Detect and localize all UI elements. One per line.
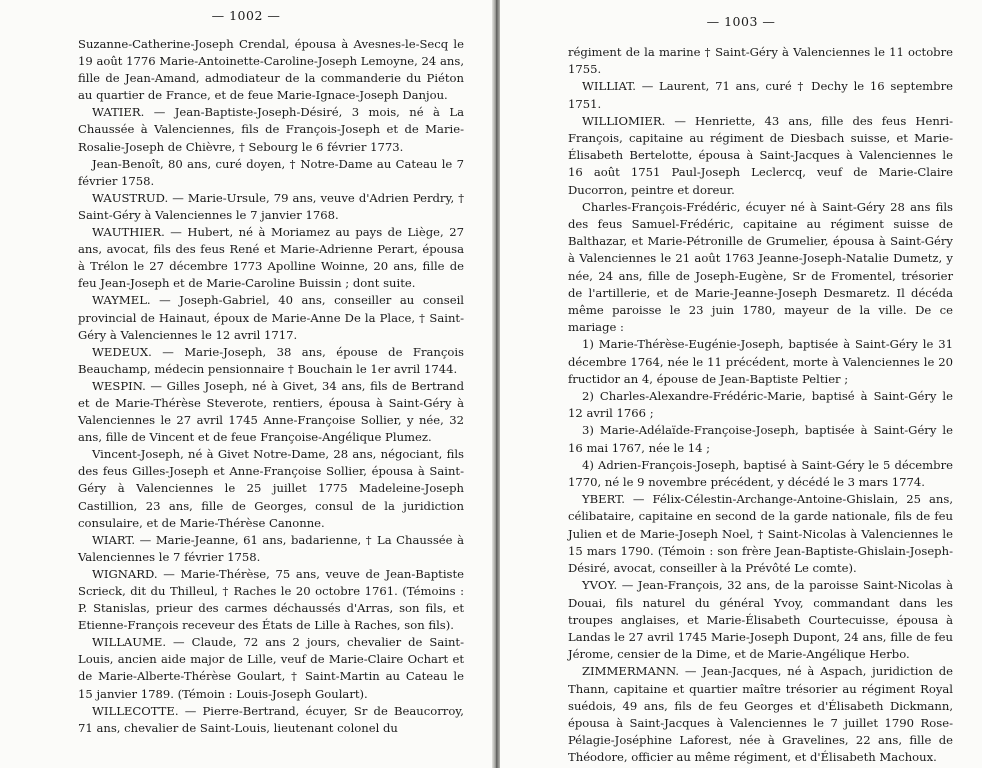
right-page-number: — 1003 — — [706, 14, 776, 29]
right-entry: YVOY. — Jean-François, 32 ans, de la paroisse Saint-Nicolas à Douai, fils naturel du général Yvoy, commandant dans les troupes anglaises, et Marie-Élisabeth Courtecuisse, épousa à Landas le 27 avril 1745 Marie-Joseph Dupont, 24 ans, fille de feu Jérome, censier de la Dime, et de Marie-Angélique Herbo. — [568, 578, 953, 662]
left-page-number: — 1002 — — [211, 8, 281, 23]
left-entry: Vincent-Joseph, né à Givet Notre-Dame, 28 ans, négociant, fils des feus Gilles-Joseph et Anne-Françoise Sollier, épousa à Saint-Géry à Valenciennes le 25 juillet 1775 Madeleine-Joseph Castillion, 23 ans, fille de Georges, consul de la juridiction consulaire, et de Marie-Thérèse Canonne. — [78, 447, 464, 530]
left-entry: WAUTHIER. — Hubert, né à Moriamez au pays de Liège, 27 ans, avocat, fils des feus René et Marie-Adrienne Perart, épousa à Trélon le 27 décembre 1773 Apolline Woinne, 20 ans, fille de feu Jean-Joseph et de Marie-Caroline Buissin ; dont suite. — [78, 225, 464, 291]
book-gutter — [492, 0, 500, 768]
right-text-column — [568, 44, 953, 767]
left-entry: WESPIN. — Gilles Joseph, né à Givet, 34 ans, fils de Bertrand et de Marie-Thérèse Steverote, rentiers, épousa à Saint-Géry à Valenciennes le 27 avril 1745 Anne-Françoise Sollier, y née, 32 ans, fille de Vincent et de feue Françoise-Angélique Plumez. — [78, 378, 464, 445]
left-entry: WIART. — Marie-Jeanne, 61 ans, badarienne, † La Chaussée à Valenciennes le 7 février 1758. — [78, 532, 464, 564]
right-entry: régiment de la marine † Saint-Géry à Valenciennes le 11 octobre 1755. — [568, 45, 953, 77]
left-entry: WAYMEL. — Joseph-Gabriel, 40 ans, conseiller au conseil provincial de Hainaut, époux de Marie-Anne De la Place, † Saint-Géry à Valenciennes le 12 avril 1717. — [78, 293, 464, 342]
right-page — [500, 0, 982, 768]
right-entry: ZIMMERMANN. — Jean-Jacques, né à Aspach, juridiction de Thann, capitaine et quartier maître trésorier au régiment Royal suédois, 49 ans, fils de feu Georges et d'Élisabeth Dickmann, épousa à Saint-Jacques à Valenciennes le 7 juillet 1790 Rose-Pélagie-Joséphine Laforest, née à Gravelines, 22 ans, fille de Théodore, officier au même régiment, et d'Élisabeth Machoux. — [568, 664, 953, 765]
left-entry: WEDEUX. — Marie-Joseph, 38 ans, épouse de François Beauchamp, médecin pensionnaire † Bouchain le 1er avril 1744. — [78, 344, 464, 376]
left-entry: Jean-Benoît, 80 ans, curé doyen, † Notre-Dame au Cateau le 7 février 1758. — [78, 156, 464, 188]
left-entry: WATIER. — Jean-Baptiste-Joseph-Désiré, 3 mois, né à La Chaussée à Valenciennes, fils de François-Joseph et de Marie-Rosalie-Joseph de Chièvre, † Sebourg le 6 février 1773. — [78, 105, 464, 154]
right-entry-child: 4) Adrien-François-Joseph, baptisé à Saint-Géry le 5 décembre 1770, né le 9 novembre précédent, y décédé le 3 mars 1774. — [568, 457, 953, 490]
right-entry: YBERT. — Félix-Célestin-Archange-Antoine-Ghislain, 25 ans, célibataire, capitaine en second de la garde nationale, fils de feu Julien et de Marie-Joseph Noel, † Saint-Nicolas à Valenciennes le 15 mars 1790. (Témoin : son frère Jean-Baptiste-Ghislain-Joseph-Désiré, avocat, conseiller à la Prévôté Le comte). — [568, 492, 953, 576]
left-entry: WILLAUME. — Claude, 72 ans 2 jours, chevalier de Saint-Louis, ancien aide major de Lille, veuf de Marie-Claire Ochart et de Marie-Alberte-Thérèse Goulart, † Saint-Martin au Cateau le 15 janvier 1789. (Témoin : Louis-Joseph Goulart). — [78, 635, 464, 701]
left-text-column — [78, 36, 464, 737]
right-entry-child: 1) Marie-Thérèse-Eugénie-Joseph, baptisée à Saint-Géry le 31 décembre 1764, née le 11 précédent, morte à Valenciennes le 20 fructidor an 4, épouse de Jean-Baptiste Peltier ; — [568, 337, 953, 386]
left-entry: WAUSTRUD. — Marie-Ursule, 79 ans, veuve d'Adrien Perdry, † Saint-Géry à Valenciennes le 7 janvier 1768. — [78, 190, 464, 222]
right-entry: WILLIOMIER. — Henriette, 43 ans, fille des feus Henri-François, capitaine au régiment de Diesbach suisse, et Marie-Élisabeth Bertelotte, épousa à Saint-Jacques à Valenciennes le 16 août 1751 Paul-Joseph Leclercq, veuf de Marie-Claire Ducorron, peintre et doreur. — [568, 113, 953, 197]
left-entry: WILLECOTTE. — Pierre-Bertrand, écuyer, Sr de Beaucorroy, 71 ans, chevalier de Saint-Louis, lieutenant colonel du — [78, 703, 464, 735]
left-entry: WIGNARD. — Marie-Thérèse, 75 ans, veuve de Jean-Baptiste Scrieck, dit du Thilleul, † Raches le 20 octobre 1761. (Témoins : P. Stanislas, prieur des carmes déchaussés d'Arras, son fils, et Etienne-François receveur des États de Lille à Raches, son fils). — [78, 566, 464, 633]
right-entry-child: 3) Marie-Adélaïde-Françoise-Joseph, baptisée à Saint-Géry le 16 mai 1767, née le 14 ; — [568, 423, 953, 455]
right-entry: Charles-François-Frédéric, écuyer né à Saint-Géry 28 ans fils des feus Samuel-Frédéric, capitaine au régiment suisse de Balthazar, et Marie-Pétronille de Grumelier, épousa à Saint-Géry à Valenciennes le 21 août 1763 Jeanne-Joseph-Natalie Dumetz, y née, 24 ans, fille de Joseph-Eugène, Sr de Fromentel, trésorier de l'artillerie, et de Marie-Jeanne-Joseph Desmaretz. Il décéda même paroisse le 23 juin 1780, mayeur de la ville. De ce mariage : — [568, 199, 953, 335]
left-entry: Suzanne-Catherine-Joseph Crendal, épousa à Avesnes-le-Secq le 19 août 1776 Marie-Antoinette-Caroline-Joseph Lemoyne, 24 ans, fille de Jean-Amand, admodiateur de la commanderie du Piéton au quartier de France, et de feue Marie-Ignace-Joseph Danjou. — [78, 37, 464, 103]
right-entry: WILLIAT. — Laurent, 71 ans, curé † Dechy le 16 septembre 1751. — [568, 79, 953, 111]
right-entry-child: 2) Charles-Alexandre-Frédéric-Marie, baptisé à Saint-Géry le 12 avril 1766 ; — [568, 389, 953, 421]
